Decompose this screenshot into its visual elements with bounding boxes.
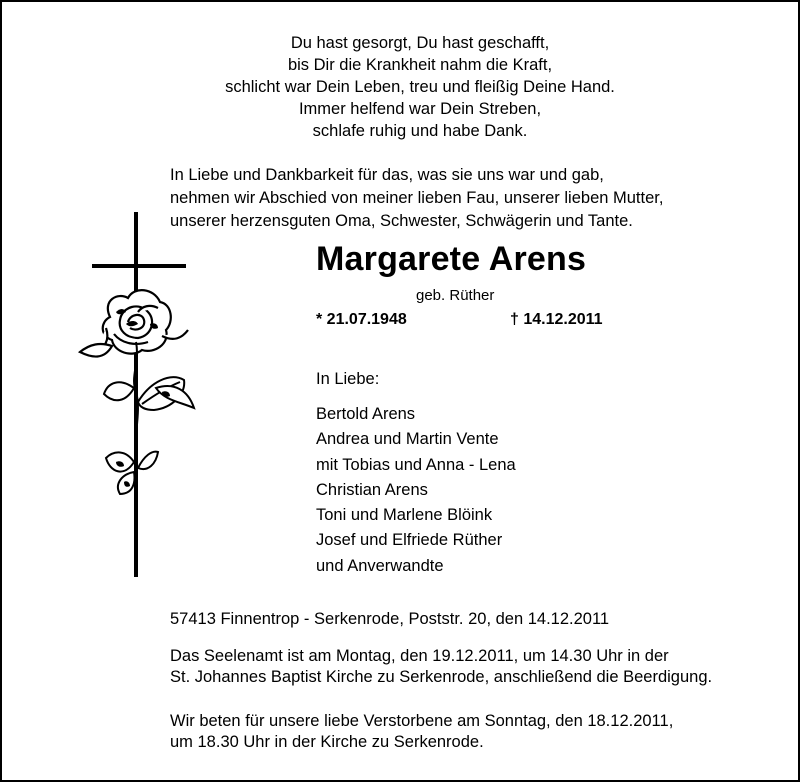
family-label: In Liebe: <box>316 370 380 388</box>
address-line: 57413 Finnentrop - Serkenrode, Poststr. 20, den 14.12.2011 <box>170 610 610 628</box>
prayer-line: Wir beten für unsere liebe Verstorbene am Sonntag, den 18.12.2011, <box>170 712 674 730</box>
family-member: Josef und Elfriede Rüther <box>316 531 503 550</box>
family-member: Christian Arens <box>316 480 428 499</box>
poem-line: bis Dir die Krankheit nahm die Kraft, <box>287 56 553 74</box>
deceased-name: Margarete Arens <box>316 240 587 278</box>
birth-date: * 21.07.1948 <box>316 311 407 328</box>
intro-line: nehmen wir Abschied von meiner lieben Fau, unserer lieben Mutter, <box>170 189 664 207</box>
family-member: Andrea und Martin Vente <box>316 430 499 449</box>
family-member: und Anverwandte <box>316 556 444 575</box>
family-member: mit Tobias und Anna - Lena <box>316 455 516 474</box>
death-date: † 14.12.2011 <box>510 311 603 328</box>
poem-line: Du hast gesorgt, Du hast geschafft, <box>290 34 550 52</box>
family-list <box>316 402 516 579</box>
family-member: Bertold Arens <box>316 405 416 423</box>
intro-text <box>170 164 770 233</box>
maiden-name: geb. Rüther <box>416 287 495 304</box>
poem-line: schlafe ruhig und habe Dank. <box>312 122 528 140</box>
poem <box>160 32 680 142</box>
intro-line: In Liebe und Dankbarkeit für das, was sie uns war und gab, <box>170 166 604 184</box>
mass-info <box>170 646 790 688</box>
family-member: Toni und Marlene Blöink <box>316 506 493 525</box>
prayer-info <box>170 711 790 753</box>
cross-with-rose-icon <box>70 212 200 582</box>
poem-line: Immer helfend war Dein Streben, <box>298 100 542 118</box>
prayer-line: um 18.30 Uhr in der Kirche zu Serkenrode. <box>170 733 484 751</box>
poem-line: schlicht war Dein Leben, treu und fleißig Deine Hand. <box>225 78 615 96</box>
mass-line: St. Johannes Baptist Kirche zu Serkenrode, anschließend die Beerdigung. <box>170 668 713 686</box>
intro-line: unserer herzensguten Oma, Schwester, Schwägerin und Tante. <box>170 212 633 230</box>
mass-line: Das Seelenamt ist am Montag, den 19.12.2011, um 14.30 Uhr in der <box>170 647 669 665</box>
